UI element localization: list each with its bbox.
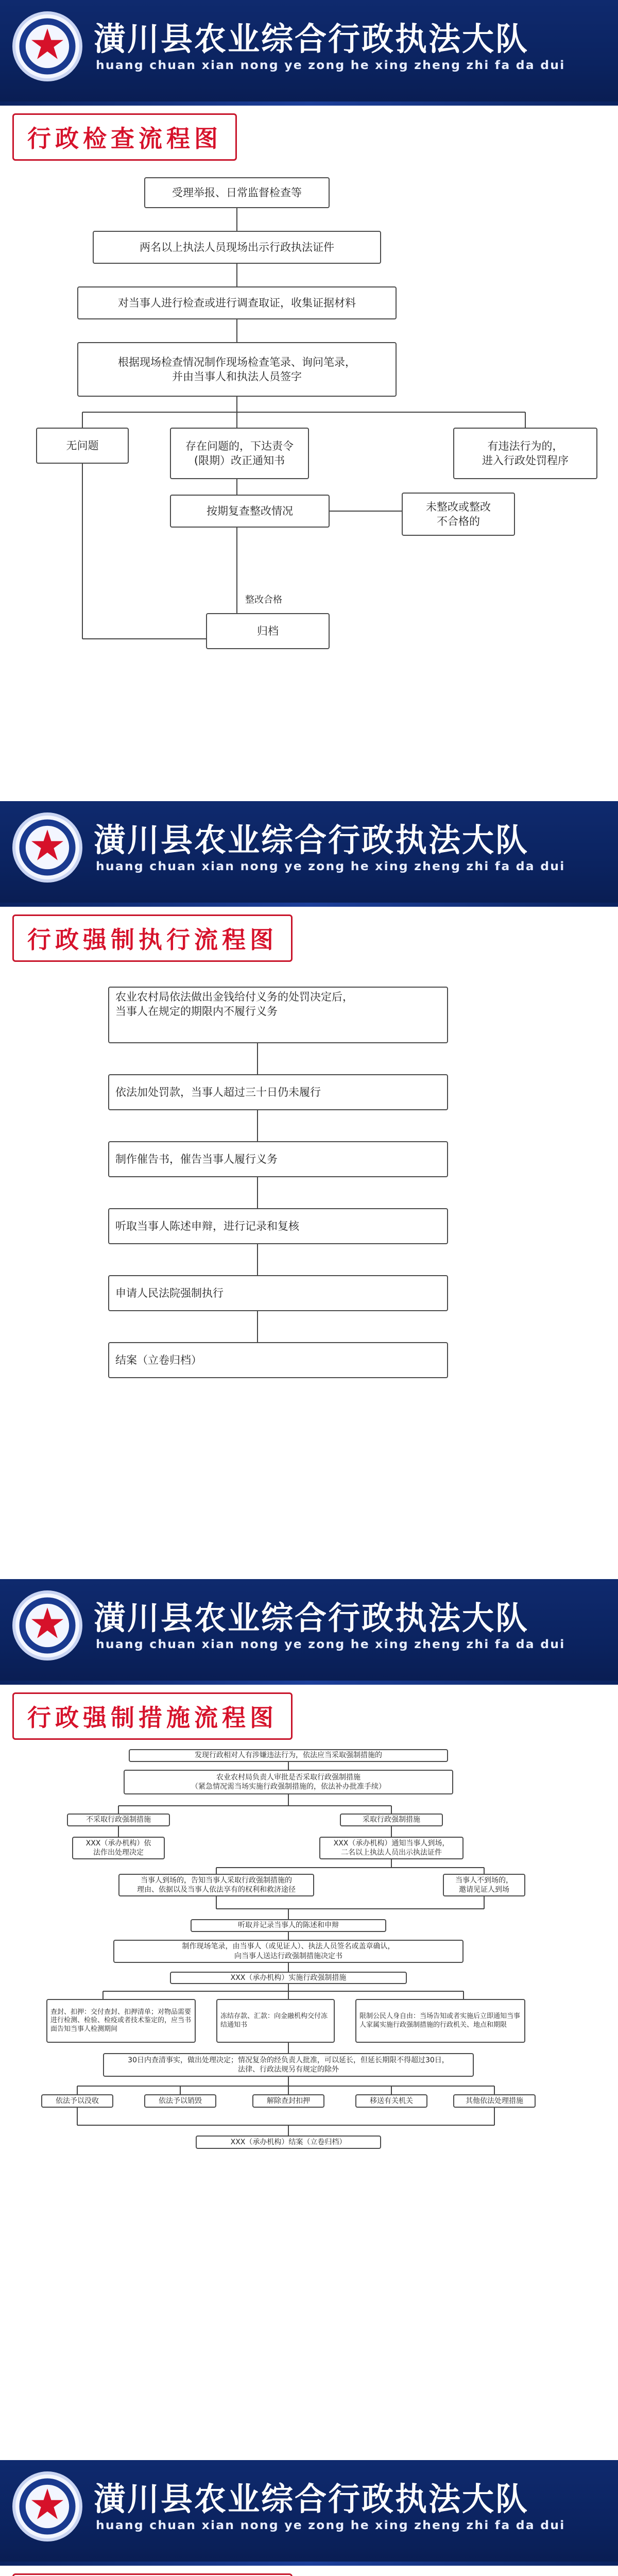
branch-rectify-line1: 存在问题的，下达责令 [185, 439, 294, 452]
step-penalty-decision [108, 987, 448, 1043]
m-present-line2: 理由、依据以及当事人依法享有的权利和救济途径 [137, 1886, 296, 1894]
emblem-icon [12, 1590, 82, 1660]
step-investigate: 对当事人进行检查或进行调查取证，收集证据材料 [77, 286, 397, 319]
m-deadline-line1: 30日内查清事实，做出处理决定；情况复杂的经负责人批准，可以延长，但延长期限不得超过30日， [128, 2056, 449, 2064]
step-unqualified-line2: 不合格的 [437, 515, 480, 528]
m-hear-statement: 听取并记录当事人的陈述和申辩 [191, 1919, 386, 1932]
m-approval-line1: 农业农村局负责人审批是否采取行政强制措施 [216, 1773, 360, 1782]
m-destroy: 依法予以销毁 [144, 2094, 216, 2108]
m-absent-line1: 当事人不到场的， [455, 1876, 513, 1885]
m-deadline [103, 2053, 474, 2077]
m-process-line2: 法作出处理决定 [93, 1849, 144, 1857]
emblem-icon [12, 11, 82, 81]
branch-penalty-line1: 有违法行为的， [487, 439, 563, 452]
flow-title-inspection: 行政检查流程图 [12, 113, 237, 161]
m-release: 解除查封扣押 [252, 2094, 324, 2108]
header-banner [0, 0, 618, 106]
m-close-case: XXX（承办机构）结案（立卷归档） [196, 2136, 381, 2149]
m-approval-line2: （紧急情况需当场实施行政强制措施的，依法补办批准手续） [191, 1783, 386, 1791]
m-approval [124, 1770, 453, 1794]
header-banner [0, 2460, 618, 2566]
org-title: 潢川县农业综合行政执法大队 [94, 821, 529, 859]
panel-simple-procedure [0, 2460, 618, 2576]
m-discover: 发现行政相对人有涉嫌违法行为，依法应当采取强制措施的 [129, 1749, 448, 1762]
org-title: 潢川县农业综合行政执法大队 [94, 2480, 529, 2518]
m-deadline-line2: 法律、行政法规另有规定的除外 [238, 2065, 339, 2074]
branch-rectify [170, 428, 309, 479]
step-close-case: 结案（立卷归档） [108, 1342, 448, 1378]
m-freeze: 冻结存款、汇款：向金融机构交付冻结通知书 [216, 1999, 335, 2043]
flow-title-coercive: 行政强制措施流程图 [12, 1692, 293, 1740]
m-notify-party [319, 1837, 464, 1859]
m-onsite-line1: 制作现场笔录，由当事人（或见证人）、执法人员签名或盖章确认， [182, 1942, 395, 1951]
m-process-decision [72, 1837, 165, 1859]
step-record-line1: 根据现场检查情况制作现场检查笔录、询问笔录， [118, 355, 356, 368]
flow-title-simple [12, 2573, 293, 2576]
step-court: 申请人民法院强制执行 [108, 1275, 448, 1311]
m-absent-line2: 邀请见证人到场 [459, 1886, 509, 1894]
step-recheck: 按期复查整改情况 [170, 495, 330, 528]
step-show-credentials: 两名以上执法人员现场出示行政执法证件 [93, 231, 381, 264]
m-party-present [118, 1874, 314, 1896]
emblem-icon [12, 812, 82, 883]
org-title: 潢川县农业综合行政执法大队 [94, 1599, 529, 1637]
m-process-line1: XXX（承办机构）依 [85, 1839, 151, 1848]
step-penalty-line2: 当事人在规定的期限内不履行义务 [115, 1005, 278, 1018]
step-penalty-line1: 农业农村局依法做出金钱给付义务的处罚决定后， [115, 991, 353, 1003]
step-unqualified-line1: 未整改或整改 [426, 500, 491, 513]
panel-inspection [0, 0, 618, 801]
panel-enforcement [0, 801, 618, 1579]
step-record-line2: 并由当事人和执法人员签字 [172, 370, 302, 383]
branch-penalty [453, 428, 597, 479]
label-qualified: 整改合格 [245, 595, 282, 605]
branch-no-issue: 无问题 [36, 428, 129, 464]
org-pinyin: huang chuan xian nong ye zong he xing zheng zhi fa da dui [96, 2518, 565, 2532]
panel-coercive-measures [0, 1579, 618, 2460]
m-notify-line1: XXX（承办机构）通知当事人到场， [333, 1839, 450, 1848]
m-take-measure: 采取行政强制措施 [340, 1814, 443, 1826]
step-archive: 归档 [206, 613, 330, 649]
org-pinyin: huang chuan xian nong ye zong he xing zheng zhi fa da dui [96, 58, 565, 72]
org-pinyin: huang chuan xian nong ye zong he xing zheng zhi fa da dui [96, 859, 565, 873]
flow-title-enforcement: 行政强制执行流程图 [12, 914, 293, 962]
m-transfer: 移送有关机关 [355, 2094, 427, 2108]
m-present-line1: 当事人到场的，告知当事人采取行政强制措施的 [141, 1876, 292, 1885]
step-reminder: 制作催告书，催告当事人履行义务 [108, 1141, 448, 1177]
org-title: 潢川县农业综合行政执法大队 [94, 20, 529, 58]
m-seize: 查封、扣押：交付查封、扣押清单；对物品需要进行检测、检验、检疫或者技术鉴定的，应当书面告知当事人检测期间 [46, 1999, 196, 2043]
header-banner [0, 801, 618, 907]
emblem-icon [12, 2471, 82, 2541]
m-implement: XXX（承办机构）实施行政强制措施 [170, 1972, 407, 1984]
step-unqualified [402, 493, 515, 536]
branch-rectify-line2: (限期）改正通知书 [194, 454, 285, 467]
m-onsite-record [113, 1940, 464, 1963]
step-hearing: 听取当事人陈述申辩，进行记录和复核 [108, 1208, 448, 1244]
m-restrict: 限制公民人身自由：当场告知或者实施后立即通知当事人家属实施行政强制措施的行政机关、地点和期限 [355, 1999, 525, 2043]
step-surcharge: 依法加处罚款，当事人超过三十日仍未履行 [108, 1074, 448, 1110]
m-no-measure: 不采取行政强制措施 [67, 1814, 170, 1826]
step-receive-report: 受理举报、日常监督检查等 [144, 177, 330, 208]
m-notify-line2: 二名以上执法人员出示执法证件 [341, 1849, 442, 1857]
m-confiscate: 依法予以没收 [41, 2094, 113, 2108]
org-pinyin: huang chuan xian nong ye zong he xing zheng zhi fa da dui [96, 1637, 565, 1651]
branch-penalty-line2: 进入行政处罚程序 [482, 454, 569, 467]
m-party-absent [443, 1874, 525, 1896]
step-record [77, 342, 397, 397]
header-banner [0, 1579, 618, 1685]
m-onsite-line2: 向当事人送达行政强制措施决定书 [234, 1952, 342, 1960]
m-other: 其他依法处理措施 [453, 2094, 536, 2108]
